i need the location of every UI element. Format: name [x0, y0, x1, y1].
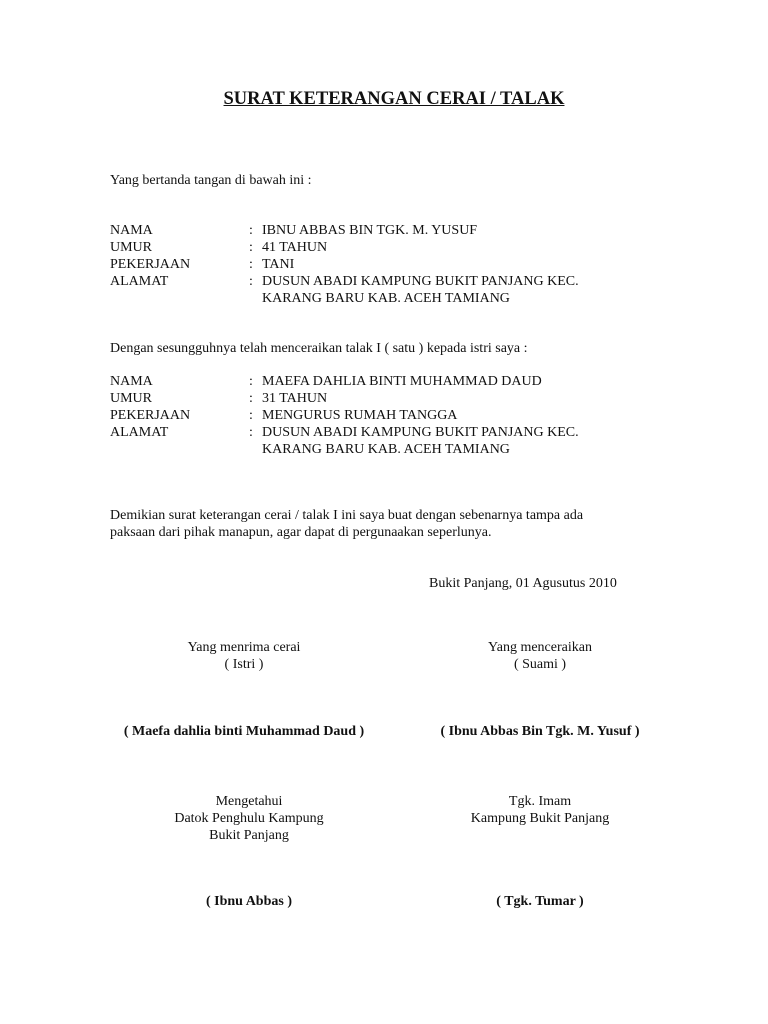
husband-signature-name: ( Ibnu Abbas Bin Tgk. M. Yusuf )	[440, 724, 640, 739]
imam-caption: Tgk. Imam	[508, 794, 572, 809]
field-colon: :	[249, 223, 253, 238]
field-colon: :	[249, 274, 253, 289]
field-value: IBNU ABBAS BIN TGK. M. YUSUF	[262, 223, 478, 238]
place-date: Bukit Panjang, 01 Agusutus 2010	[429, 576, 617, 591]
field-colon: :	[249, 425, 253, 440]
field-label: ALAMAT	[110, 274, 169, 289]
field-colon: :	[249, 257, 253, 272]
closing-line-1: Demikian surat keterangan cerai / talak I ini saya buat dengan sebenarnya tampa ada	[110, 508, 584, 523]
field-colon: :	[249, 374, 253, 389]
imam-signature-name: ( Tgk. Tumar )	[496, 894, 584, 909]
field-value-continued: KARANG BARU KAB. ACEH TAMIANG	[262, 291, 510, 306]
field-label: PEKERJAAN	[110, 408, 191, 423]
field-value: 31 TAHUN	[262, 391, 328, 406]
document-title: SURAT KETERANGAN CERAI / TALAK	[223, 89, 565, 109]
field-label: UMUR	[110, 240, 153, 255]
datok-caption: Mengetahui	[215, 794, 283, 809]
datok-signature-name: ( Ibnu Abbas )	[206, 894, 292, 909]
datok-place: Bukit Panjang	[209, 828, 289, 843]
field-value: DUSUN ABADI KAMPUNG BUKIT PANJANG KEC.	[262, 425, 579, 440]
intro-text: Yang bertanda tangan di bawah ini :	[110, 173, 312, 188]
field-value: MAEFA DAHLIA BINTI MUHAMMAD DAUD	[262, 374, 542, 389]
field-value: 41 TAHUN	[262, 240, 328, 255]
field-colon: :	[249, 408, 253, 423]
field-value: TANI	[262, 257, 295, 272]
wife-role: ( Istri )	[224, 657, 264, 672]
wife-caption: Yang menrima cerai	[187, 640, 301, 655]
husband-caption: Yang menceraikan	[488, 640, 592, 655]
field-value: MENGURUS RUMAH TANGGA	[262, 408, 458, 423]
field-label: NAMA	[110, 374, 153, 389]
field-label: ALAMAT	[110, 425, 169, 440]
field-label: PEKERJAAN	[110, 257, 191, 272]
datok-title: Datok Penghulu Kampung	[174, 811, 324, 826]
field-colon: :	[249, 240, 253, 255]
field-value: DUSUN ABADI KAMPUNG BUKIT PANJANG KEC.	[262, 274, 579, 289]
imam-place: Kampung Bukit Panjang	[470, 811, 610, 826]
field-value-continued: KARANG BARU KAB. ACEH TAMIANG	[262, 442, 510, 457]
wife-signature-name: ( Maefa dahlia binti Muhammad Daud )	[123, 724, 365, 739]
closing-line-2: paksaan dari pihak manapun, agar dapat di pergunaakan seperlunya.	[110, 525, 492, 540]
husband-role: ( Suami )	[513, 657, 567, 672]
field-colon: :	[249, 391, 253, 406]
field-label: UMUR	[110, 391, 153, 406]
statement-text: Dengan sesungguhnya telah menceraikan talak I ( satu ) kepada istri saya :	[110, 341, 528, 356]
field-label: NAMA	[110, 223, 153, 238]
